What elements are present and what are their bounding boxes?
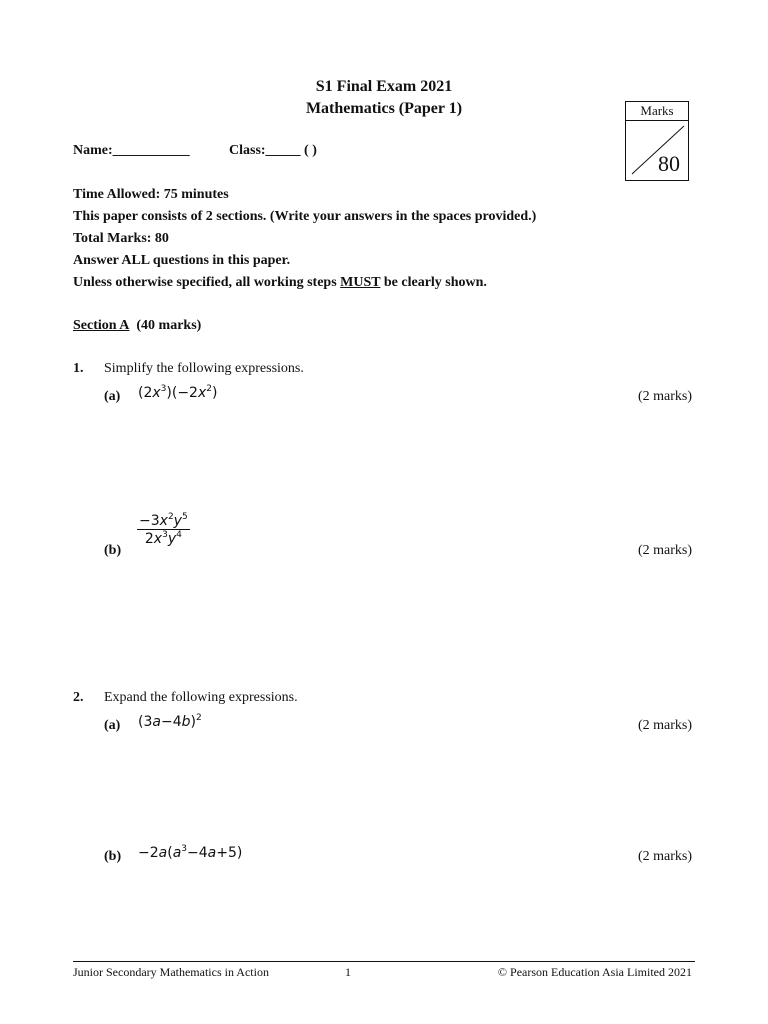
q2a-label: (a) bbox=[104, 718, 121, 733]
footer-copyright: © Pearson Education Asia Limited 2021 bbox=[497, 965, 692, 979]
q2b-label: (b) bbox=[104, 849, 122, 864]
working-must: MUST bbox=[340, 275, 381, 290]
q1a-label: (a) bbox=[104, 389, 121, 404]
q1b-expression: $\frac{-3x^2y^5}{2x^3y^4}$ bbox=[139, 512, 188, 547]
q2-number: 2. bbox=[73, 690, 84, 705]
paper-subtitle: Mathematics (Paper 1) bbox=[305, 100, 463, 117]
class-field[interactable]: Class:_____ ( ) bbox=[229, 143, 317, 158]
time-allowed: Time Allowed: 75 minutes bbox=[73, 187, 229, 202]
q2-prompt: Expand the following expressions. bbox=[104, 690, 298, 705]
working-pre: Unless otherwise specified, all working steps bbox=[73, 275, 341, 290]
q2b-expression: $-2a(a^3-4a+5)$ bbox=[138, 844, 243, 861]
sections-note: This paper consists of 2 sections. (Write your answers in the spaces provided.) bbox=[73, 209, 537, 224]
q2a-expression: $(3a-4b)^2$ bbox=[138, 713, 202, 730]
footer-divider bbox=[73, 961, 695, 962]
q1-prompt: Simplify the following expressions. bbox=[104, 361, 304, 376]
q1a-marks: (2 marks) bbox=[637, 389, 692, 404]
working-post: be clearly shown. bbox=[380, 275, 487, 290]
section-a-marks: (40 marks) bbox=[136, 318, 202, 333]
name-field[interactable]: Name:___________ bbox=[73, 143, 190, 158]
q1b-label: (b) bbox=[104, 543, 122, 558]
q1-number: 1. bbox=[73, 361, 84, 376]
marks-box bbox=[625, 101, 689, 181]
exam-title: S1 Final Exam 2021 bbox=[315, 78, 453, 95]
section-a-heading bbox=[73, 318, 201, 334]
total-marks: Total Marks: 80 bbox=[73, 231, 169, 246]
marks-total: 80 bbox=[658, 151, 680, 176]
q1a-expression: $(2x^3)(-2x^2)$ bbox=[138, 384, 218, 401]
page-number: 1 bbox=[345, 965, 351, 979]
working-steps-note bbox=[73, 272, 487, 294]
marks-heading: Marks bbox=[626, 102, 688, 121]
footer-left: Junior Secondary Mathematics in Action bbox=[73, 965, 269, 979]
q1b-marks: (2 marks) bbox=[637, 543, 692, 558]
section-a-title: Section A bbox=[73, 318, 130, 333]
q2b-marks: (2 marks) bbox=[637, 849, 692, 864]
q2a-marks: (2 marks) bbox=[637, 718, 692, 733]
answer-all-note: Answer ALL questions in this paper. bbox=[73, 253, 291, 268]
